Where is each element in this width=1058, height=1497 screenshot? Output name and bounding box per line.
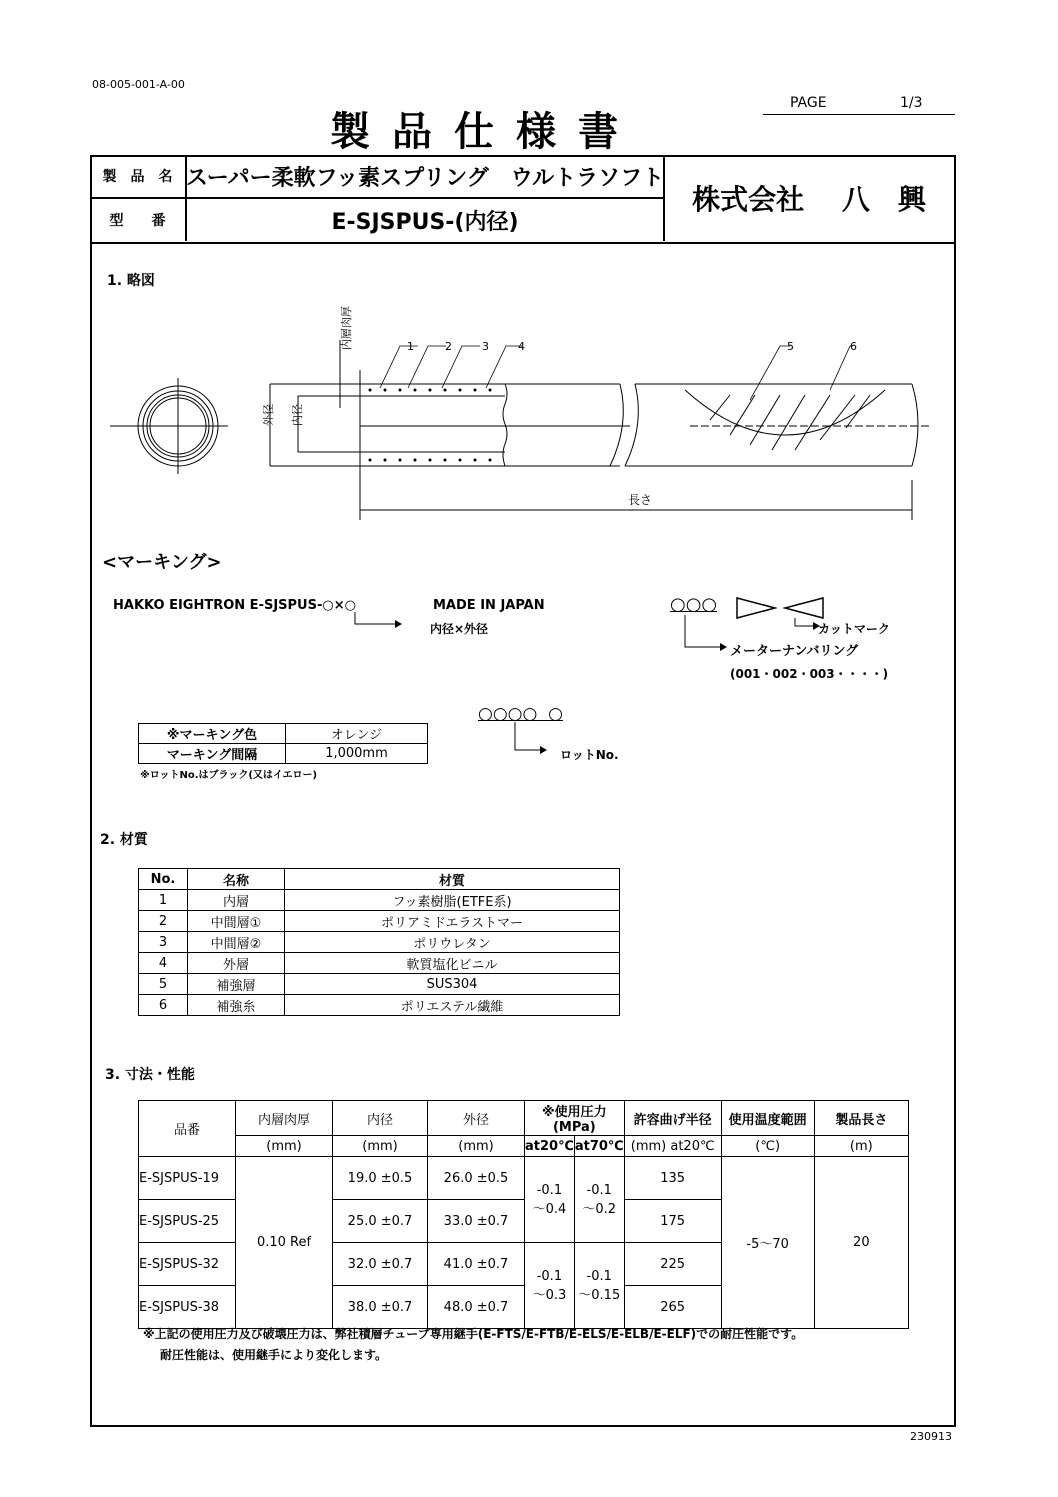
cell: ポリエステル繊維 [285, 995, 620, 1016]
callout-1: 1 [407, 340, 414, 353]
table-row [139, 911, 620, 932]
table-row [139, 1157, 909, 1200]
cell: 2 [139, 911, 188, 932]
marking-color-label: ※マーキング色 [139, 724, 286, 744]
cell-press-70: -0.1 ～0.15 [574, 1243, 624, 1329]
document-number: 08-005-001-A-00 [92, 78, 185, 91]
header-od: 外径 [428, 1101, 525, 1136]
cell: 補強糸 [188, 995, 285, 1016]
page-title: 製品仕様書 [330, 109, 640, 155]
header-thickness-unit: (mm) [236, 1136, 333, 1157]
marking-color-value: オレンジ [286, 724, 428, 744]
table-row [139, 995, 620, 1016]
cell-press-20: -0.1 ～0.3 [525, 1243, 575, 1329]
date-stamp: 230913 [910, 1430, 952, 1443]
outer-dia-label: 外径 [262, 404, 275, 426]
model-number: E-SJSPUS-(内径) [187, 199, 665, 241]
callout-4: 4 [518, 340, 525, 353]
cell: 1 [139, 890, 188, 911]
meter-example: (001・002・003・・・・) [730, 667, 889, 681]
lot-label: ロットNo. [560, 748, 619, 762]
header-id: 内径 [333, 1101, 428, 1136]
company-name: 株式会社 八 興 [692, 183, 926, 216]
page-number: 1/3 [900, 95, 923, 111]
cell: ポリウレタン [285, 932, 620, 953]
header-bend: 許容曲げ半径 [624, 1101, 721, 1136]
table-row [139, 974, 620, 995]
col-header: 材質 [285, 869, 620, 890]
cell: SUS304 [285, 974, 620, 995]
product-name: スーパー柔軟フッ素スプリング ウルトラソフト [187, 155, 665, 199]
cell-model: E-SJSPUS-32 [139, 1243, 236, 1286]
marking-heading: <マーキング> [102, 552, 222, 573]
callout-3: 3 [482, 340, 489, 353]
materials-table [138, 868, 620, 1016]
cell: 外層 [188, 953, 285, 974]
hose-sketch [90, 300, 956, 530]
header-pressure: ※使用圧力(MPa) [525, 1101, 625, 1136]
cell-od: 26.0 ±0.5 [428, 1157, 525, 1200]
table-row [139, 932, 620, 953]
meter-circles: ○○○ [670, 594, 718, 615]
cell-id: 38.0 ±0.7 [333, 1286, 428, 1329]
section-1-heading: 1. 略図 [107, 273, 155, 289]
cell: 中間層① [188, 911, 285, 932]
table-row [139, 890, 620, 911]
callout-2: 2 [445, 340, 452, 353]
cell-id: 19.0 ±0.5 [333, 1157, 428, 1200]
header-temp-unit: (℃) [721, 1136, 814, 1157]
table-row [139, 953, 620, 974]
cut-mark-icon [735, 596, 830, 638]
specs-table [138, 1100, 909, 1329]
cell-model: E-SJSPUS-25 [139, 1200, 236, 1243]
cell: 4 [139, 953, 188, 974]
cell-od: 41.0 ±0.7 [428, 1243, 525, 1286]
cell: 内層 [188, 890, 285, 911]
cell-press-70: -0.1 ～0.2 [574, 1157, 624, 1243]
callout-5: 5 [787, 340, 794, 353]
cell-bend: 135 [624, 1157, 721, 1200]
arrow-icon [350, 612, 410, 632]
cell: フッ素樹脂(ETFE系) [285, 890, 620, 911]
marking-interval-label: マーキング間隔 [139, 744, 286, 764]
cell-model: E-SJSPUS-38 [139, 1286, 236, 1329]
header-at70: at70℃ [574, 1136, 624, 1157]
col-header: 名称 [188, 869, 285, 890]
cell-bend: 265 [624, 1286, 721, 1329]
section-3-heading: 3. 寸法・性能 [105, 1067, 195, 1083]
cell-id: 32.0 ±0.7 [333, 1243, 428, 1286]
arrow-icon [510, 722, 560, 758]
header-temp: 使用温度範囲 [721, 1101, 814, 1136]
header-at20: at20℃ [525, 1136, 575, 1157]
header-thickness: 内層肉厚 [236, 1101, 333, 1136]
specs-note-2: 耐圧性能は、使用継手により変化します。 [160, 1348, 388, 1362]
col-header: No. [139, 869, 188, 890]
made-in-japan: MADE IN JAPAN [433, 598, 545, 613]
cell-od: 33.0 ±0.7 [428, 1200, 525, 1243]
inner-dia-label: 内径 [291, 404, 304, 426]
cell: 補強層 [188, 974, 285, 995]
product-name-label: 製 品 名 [90, 155, 187, 199]
page-underline [763, 114, 955, 115]
model-label: 型 番 [90, 199, 187, 241]
section-2-heading: 2. 材質 [100, 832, 148, 848]
cell: 6 [139, 995, 188, 1016]
header-bend-unit: (mm) at20℃ [624, 1136, 721, 1157]
cell: ポリアミドエラストマー [285, 911, 620, 932]
length-label: 長さ [628, 493, 653, 507]
cut-mark-label: カットマーク [818, 622, 890, 636]
header-block [90, 155, 956, 244]
cell-bend: 225 [624, 1243, 721, 1286]
cell-od: 48.0 ±0.7 [428, 1286, 525, 1329]
header-hinban: 品番 [139, 1101, 236, 1157]
lot-circles: ○○○○ ○ [478, 704, 563, 724]
callout-6: 6 [850, 340, 857, 353]
specs-note-1: ※上記の使用圧力及び破壊圧力は、弊社積層チューブ専用継手(E-FTS/E-FTB/E-ELS/E-ELB/E-ELF)での耐圧性能です。 [143, 1327, 804, 1341]
header-length: 製品長さ [814, 1101, 908, 1136]
inner-thickness-label: 内層肉厚 [340, 306, 353, 350]
cell-id: 25.0 ±0.7 [333, 1200, 428, 1243]
marking-note: ※ロットNo.はブラック(又はイエロー) [140, 770, 318, 781]
marking-interval-value: 1,000mm [286, 744, 428, 764]
cell: 5 [139, 974, 188, 995]
marking-table [138, 723, 428, 764]
page-label: PAGE [790, 95, 827, 111]
cell-model: E-SJSPUS-19 [139, 1157, 236, 1200]
header-length-unit: (m) [814, 1136, 908, 1157]
cell: 3 [139, 932, 188, 953]
cell: 軟質塩化ビニル [285, 953, 620, 974]
marking-line: HAKKO EIGHTRON E-SJSPUS-○×○ [113, 598, 356, 613]
header-od-unit: (mm) [428, 1136, 525, 1157]
cell: 中間層② [188, 932, 285, 953]
header-id-unit: (mm) [333, 1136, 428, 1157]
cell-length: 20 [814, 1157, 908, 1329]
meter-numbering-label: メーターナンバリング [730, 644, 859, 659]
cell-temp: -5～70 [721, 1157, 814, 1329]
marking-line-note: 内径×外径 [430, 622, 489, 636]
cell-bend: 175 [624, 1200, 721, 1243]
cell-press-20: -0.1 ～0.4 [525, 1157, 575, 1243]
cell-thickness: 0.10 Ref [236, 1157, 333, 1329]
